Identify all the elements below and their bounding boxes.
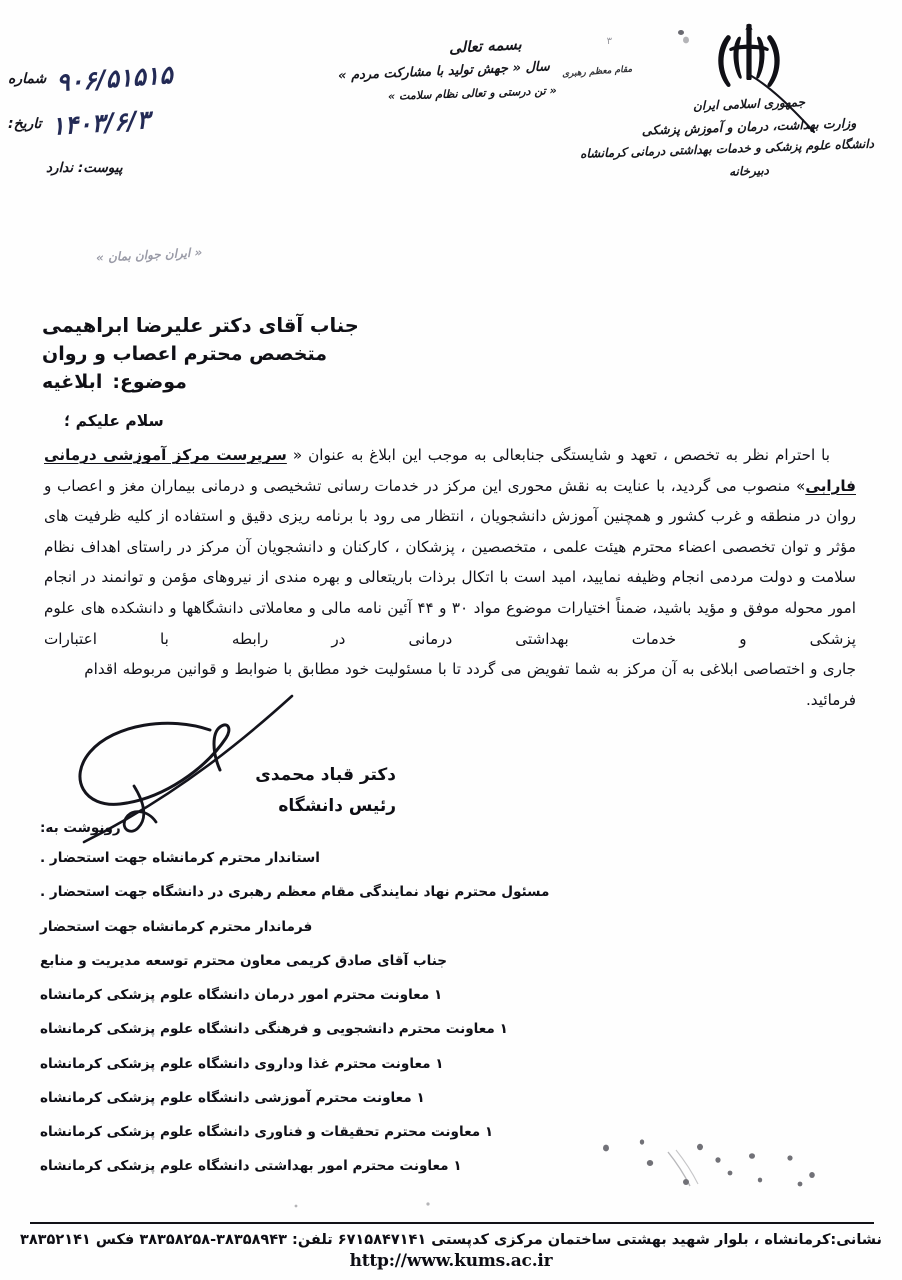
letterhead-country: جمهوری اسلامی ایران bbox=[692, 95, 806, 113]
cc-item: ١ معاونت محترم امور درمان دانشگاه علوم پزشکی کرمانشاه bbox=[40, 987, 443, 1004]
year-slogan: سال « جهش تولید با مشارکت مردم » bbox=[337, 59, 550, 84]
scan-speck bbox=[678, 30, 684, 35]
scan-speck: ٣ bbox=[606, 36, 612, 47]
registration-number-label: شماره bbox=[8, 71, 47, 87]
cc-item: ١ معاونت محترم امور بهداشتی دانشگاه علوم پزشکی کرمانشاه bbox=[40, 1158, 462, 1175]
letterhead-ministry: وزارت بهداشت، درمان و آموزش پزشکی bbox=[641, 114, 857, 138]
cc-item: جناب آقای صادق کریمی معاون محترم توسعه مدیریت و منابع bbox=[40, 952, 448, 969]
margin-handwritten-note: « ایران جوان بمان » bbox=[95, 245, 203, 265]
addressee-role: متخصص محترم اعصاب و روان bbox=[42, 342, 327, 365]
registration-date-row bbox=[8, 105, 258, 141]
body-continuation: » منصوب می گردید، با عنایت به نقش محوری این مرکز در خدمات رسانی تشخیصی و درمانی بیماران مغز و اعصاب و روان در منطقه و غرب کشور و همچنین آموزش دانشجویان ، انتظار می رود با برنامه ریزی دقیق و استفاده از کلیه ظرفیت های مؤثر و توان تخصصی اعضاء محترم هیئت علمی ، متخصصین ، پزشکان ، کارکنان و دانشجویان آن مرکز در راستای اهداف نظام سلامت و دولت مردمی انجام وظیفه نمایید، امید است با اتکال برذات باریتعالی و بهره مندی از نیروهای مؤمن و توانمند در انجام امور محوله موفق و مؤید باشید، ضمناً اختیارات موضوع مواد ۳۰ و ۴۴ آئین نامه مالی و معاملاتی دانشگاهها و دانشکده های علوم پزشکی و خدمات بهداشتی درمانی در رابطه با اعتبارات bbox=[44, 476, 856, 648]
addressee-name: جناب آقای دکتر علیرضا ابراهیمی bbox=[42, 314, 359, 337]
cc-item: ١ معاونت محترم غذا وداروی دانشگاه علوم پزشکی کرمانشاه bbox=[40, 1055, 444, 1072]
appointment-title: سرپرست مرکز آموزشی درمانی فارابی bbox=[44, 446, 856, 495]
body-closing: جاری و اختصاصی ابلاغی به آن مرکز به شما تفویض می گردد تا با مسئولیت خود مطابق با ضوابط و قوانین مربوطه اقدام فرمائید. bbox=[84, 660, 856, 709]
subject-value: ابلاغیه bbox=[42, 370, 103, 393]
registration-date-value: ۱۴۰۳/۶/۳ bbox=[50, 105, 152, 141]
greeting-line: سلام علیکم ؛ bbox=[64, 412, 164, 430]
cc-item: ١ معاونت محترم تحقیقات و فناوری دانشگاه علوم پزشکی کرمانشاه bbox=[40, 1124, 494, 1141]
addressee-block bbox=[42, 312, 902, 397]
subject-line bbox=[42, 368, 902, 397]
footer-url[interactable]: http://www.kums.ac.ir bbox=[349, 1251, 553, 1271]
cc-item: ١ معاونت محترم آموزشی دانشگاه علوم پزشکی کرمانشاه bbox=[40, 1089, 425, 1106]
cc-item: ١ معاونت محترم دانشجویی و فرهنگی دانشگاه علوم پزشکی کرمانشاه bbox=[40, 1021, 508, 1038]
signature-block bbox=[0, 760, 396, 823]
slogan-subtitle: « تن درستی و تعالی نظام سلامت » bbox=[387, 84, 557, 103]
signer-title: رئیس دانشگاه bbox=[278, 796, 396, 817]
body-intro: با احترام نظر به تخصص ، تعهد و شایستگی جنابعالی به موجب این ابلاغ به عنوان « bbox=[292, 446, 831, 464]
signer-name: دکتر قباد محمدی bbox=[255, 765, 396, 785]
iran-emblem-icon bbox=[706, 22, 792, 96]
subject-label: موضوع: bbox=[112, 370, 187, 393]
footer-divider bbox=[30, 1222, 874, 1224]
cc-item: فرماندار محترم کرمانشاه جهت استحضار bbox=[40, 918, 313, 935]
bismillah-text: بسمه تعالی bbox=[448, 35, 522, 57]
registration-block bbox=[8, 60, 258, 176]
footer-block bbox=[0, 1232, 902, 1271]
footer-address: نشانی:کرمانشاه ، بلوار شهید بهشتی ساختمان مرکزی کدپستی ۶۷۱۵۸۴۷۱۴۱ تلفن: ۳۸۳۵۸۹۴۳-۳۸۳۵۸۲۵۸ فکس ۳۸۳۵۲۱۴۱ bbox=[19, 1232, 882, 1248]
cc-title: رونوشت به: bbox=[40, 820, 121, 836]
cc-block bbox=[40, 820, 902, 1194]
slogan-attribution: مقام معظم رهبری bbox=[561, 64, 633, 79]
registration-date-label: تاریخ: bbox=[8, 116, 42, 132]
slogan-row bbox=[330, 59, 640, 84]
letter-body bbox=[44, 440, 856, 715]
letterhead-office: دبیرخانه bbox=[728, 163, 770, 180]
letterhead-university: دانشگاه علوم پزشکی و خدمات بهداشتی درمانی کرمانشاه bbox=[579, 136, 875, 161]
cc-item: مسئول محترم نهاد نمایندگی مقام معظم رهبری در دانشگاه جهت استحضار . bbox=[40, 884, 550, 901]
registration-number-value: ۹۰۶/۵۱۵۱۵ bbox=[55, 60, 174, 98]
registration-number-row bbox=[8, 60, 258, 98]
cc-item: استاندار محترم کرمانشاه جهت استحضار . bbox=[40, 850, 320, 866]
bismillah-block bbox=[330, 36, 640, 101]
attachment-label: پیوست: ندارد bbox=[46, 160, 123, 176]
